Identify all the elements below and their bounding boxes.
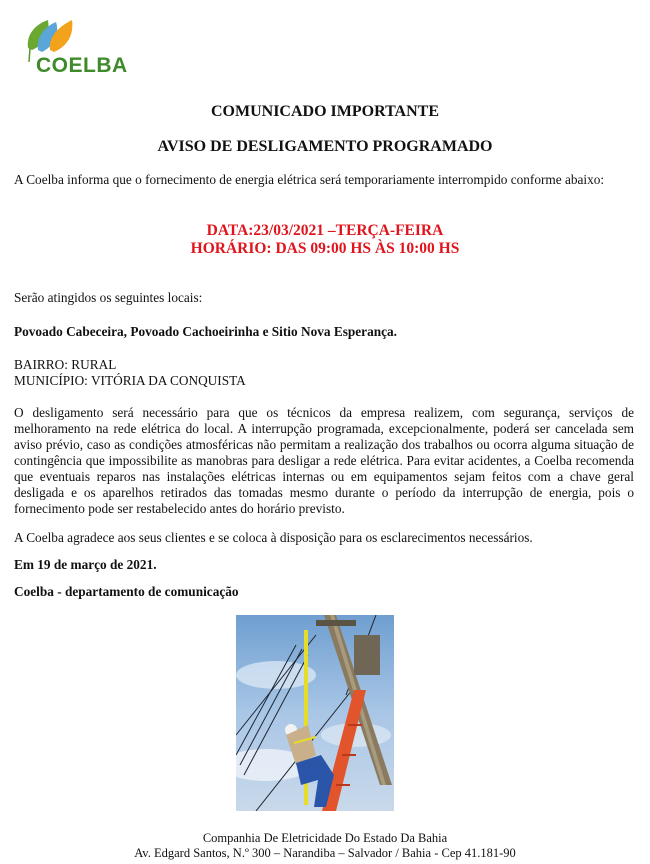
signature-department: Coelba - departamento de comunicação xyxy=(14,584,239,599)
footer-company: Companhia De Eletricidade Do Estado Da Bahia xyxy=(202,831,448,845)
intro-paragraph: A Coelba informa que o fornecimento de energia elétrica será temporariamente interrompido conforme abaixo: xyxy=(14,172,605,187)
outage-time: HORÁRIO: DAS 09:00 HS ÀS 10:00 HS xyxy=(190,240,460,257)
outage-date: DATA:23/03/2021 –TERÇA-FEIRA xyxy=(206,222,444,239)
body-paragraph: O desligamento será necessário para que os técnicos da empresa realizem, com segurança, serviços de melhoramento na rede elétrica do local. A interrupção programada, excepcionalmente, poderá ser cancelada sem aviso prévio, caso as condições atmosféricas não permitam a realização dos trabalhos ou ocorra alguma situação de contingência que impossibilite as manobras para desligar a rede elétrica. Para evitar acidentes, a Coelba recomenda que eventuais reparos nas instalações elétricas internas ou em equipamentos sejam feitos com a chave geral desligada e os aparelhos retirados das tomadas mesmo durante o período da interrupção de energia, pois o fornecimento pode ser restabelecido antes do horário previsto. xyxy=(14,405,634,516)
footer-address: Av. Edgard Santos, N.º 300 – Narandiba – Salvador / Bahia - Cep 41.181-90 xyxy=(134,846,516,860)
page-title: COMUNICADO IMPORTANTE xyxy=(210,103,440,120)
signature-date: Em 19 de março de 2021. xyxy=(14,557,157,572)
locations-label: Serão atingidos os seguintes locais: xyxy=(14,290,203,305)
page-subtitle: AVISO DE DESLIGAMENTO PROGRAMADO xyxy=(157,138,493,155)
coelba-logo-text: COELBA xyxy=(36,54,128,77)
lineman-photo xyxy=(236,615,394,811)
municipio-line: MUNICÍPIO: VITÓRIA DA CONQUISTA xyxy=(14,373,246,388)
bairro-line: BAIRRO: RURAL xyxy=(14,357,117,372)
thanks-paragraph: A Coelba agradece aos seus clientes e se coloca à disposição para os esclarecimentos necessários. xyxy=(14,530,533,545)
locations-list: Povoado Cabeceira, Povoado Cachoeirinha e Sitio Nova Esperança. xyxy=(14,324,398,339)
